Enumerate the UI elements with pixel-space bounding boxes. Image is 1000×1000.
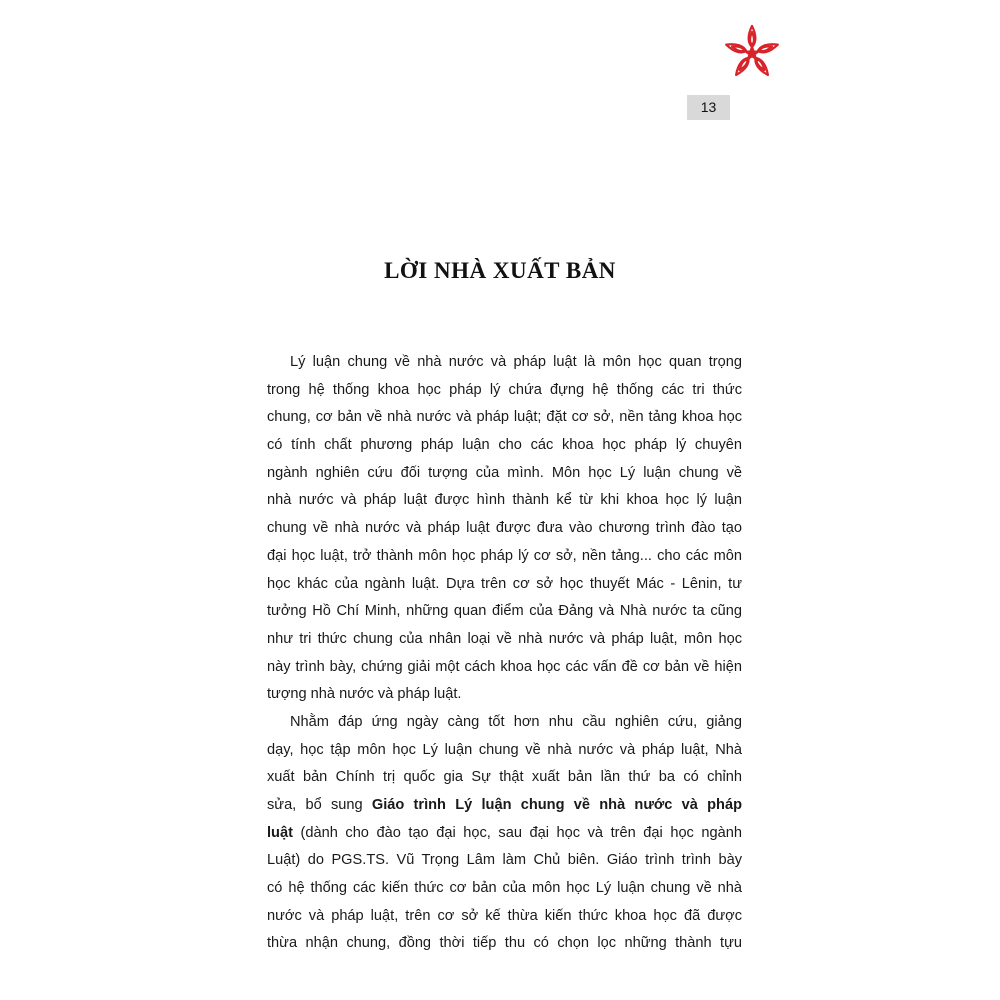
star-publisher-logo-icon: [722, 22, 782, 82]
text-line: Nhằm đáp ứng ngày càng tốt hơn nhu cầu nghiên cứu, giảng: [290, 713, 742, 730]
text-line: ngành nghiên cứu đối tượng của mình. Môn học Lý luận chung về: [267, 464, 742, 481]
paragraph: [267, 709, 742, 958]
text-line: [267, 820, 742, 848]
text-line: xuất bản Chính trị quốc gia Sự thật xuất bản lần thứ ba có chỉnh: [267, 769, 742, 786]
text-line: học khác của ngành luật. Dựa trên cơ sở học thuyết Mác - Lênin, tư: [267, 575, 742, 592]
page-heading: LỜI NHÀ XUẤT BẢN: [384, 258, 616, 283]
text-line: dạy, học tập môn học Lý luận chung về nhà nước và pháp luật, Nhà: [267, 741, 742, 758]
text-line: như tri thức chung của nhân loại về nhà nước và pháp luật, môn học: [267, 630, 742, 647]
book-title-bold: luật: [267, 824, 293, 841]
text-line: [267, 792, 742, 820]
text-line: tượng nhà nước và pháp luật.: [267, 686, 462, 703]
text-line: nước và pháp luật, trên cơ sở kế thừa kiến thức khoa học đã được: [267, 907, 742, 924]
text-line: tưởng Hồ Chí Minh, những quan điểm của Đảng và Nhà nước ta cũng: [267, 603, 742, 620]
text-line: có tính chất phương pháp luận cho các khoa học pháp lý chuyên: [267, 437, 742, 454]
text-line: chung, cơ bản về nhà nước và pháp luật; đặt cơ sở, nền tảng khoa học: [267, 409, 742, 426]
text-line: trong hệ thống khoa học pháp lý chứa đựng hệ thống các tri thức: [267, 381, 742, 398]
text-line: thừa nhận chung, đồng thời tiếp thu có chọn lọc những thành tựu: [267, 935, 742, 952]
text-line: đại học luật, trở thành môn học pháp lý cơ sở, nền tảng... cho các môn: [267, 547, 742, 564]
page-number: 13: [687, 95, 730, 120]
text-line: này trình bày, chứng giải một cách khoa học các vấn đề cơ bản về hiện: [267, 658, 742, 675]
text-run: sửa, bổ sung: [267, 797, 372, 813]
book-title-bold: Giáo trình Lý luận chung về nhà nước và pháp: [371, 797, 742, 813]
paragraph: [267, 349, 742, 709]
text-line: có hệ thống các kiến thức cơ bản của môn học Lý luận chung về nhà: [267, 880, 742, 897]
body-text: [267, 349, 742, 958]
text-run: (dành cho đào tạo đại học, sau đại học và trên đại học ngành: [292, 824, 742, 841]
text-line: chung về nhà nước và pháp luật được đưa vào chương trình đào tạo: [267, 520, 742, 537]
text-line: Luật) do PGS.TS. Vũ Trọng Lâm làm Chủ biên. Giáo trình trình bày: [267, 852, 742, 869]
text-line: nhà nước và pháp luật được hình thành kể từ khi khoa học lý luận: [267, 492, 742, 509]
text-line: Lý luận chung về nhà nước và pháp luật là môn học quan trọng: [290, 354, 742, 370]
